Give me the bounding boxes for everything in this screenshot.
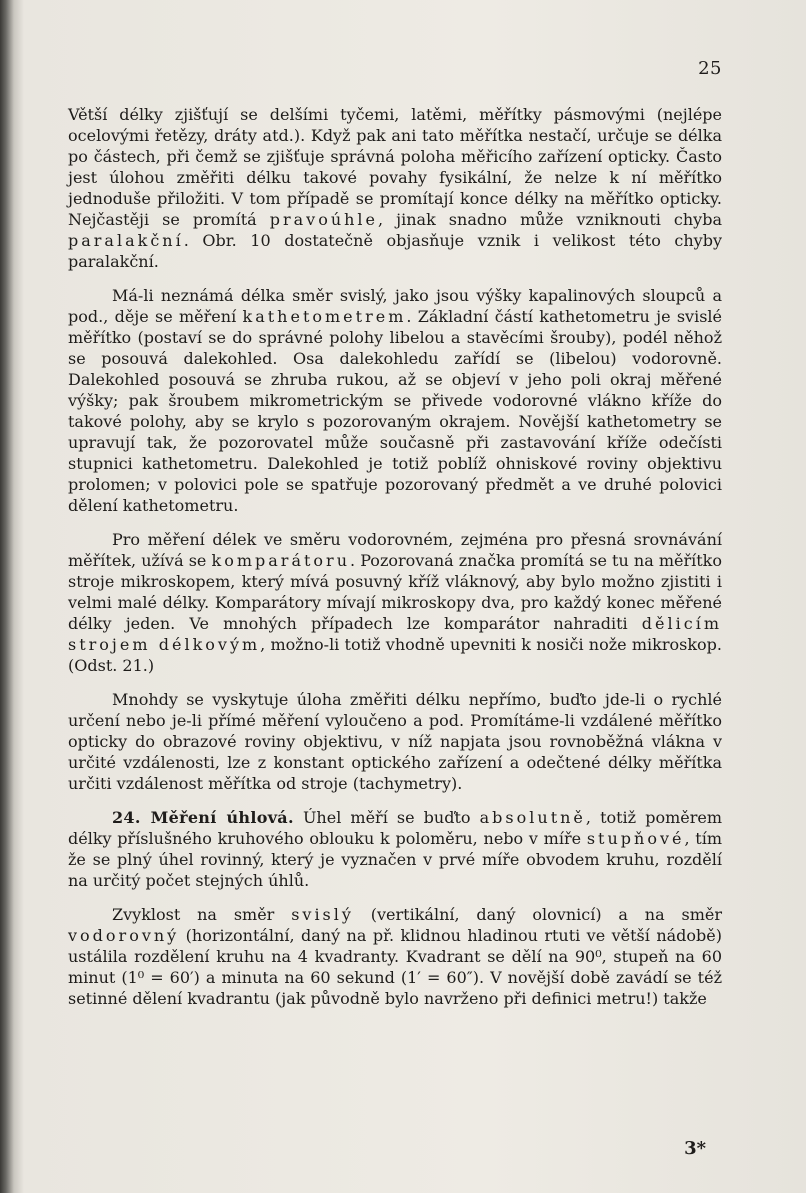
emphasis-term: paralakční — [68, 231, 184, 250]
emphasis-term: absolutně — [479, 808, 586, 827]
emphasis-term: komparátoru — [211, 551, 350, 570]
paragraph-comparator: Pro měření délek ve směru vodorovném, zejména pro přesná srovnávání měřítek, užívá se komparátoru. Pozorovaná značka promítá se tu na měřítko stroje mikroskopem, který mívá posuvný kříž vláknový, aby bylo možno zjistiti i velmi malé délky. Komparátory mívají mikroskopy dva, pro každý konec měřené délky jeden. Ve mnohých případech lze komparátor nahraditi dělicím strojem délkovým, možno-li totiž vhodně upevniti k nosiči nože mikroskop. (Odst. 21.) — [68, 530, 723, 675]
paragraph-quadrants: Zvyklost na směr svislý (vertikální, daný olovnicí) a na směr vodorovný (horizontální, daný na př. klidnou hladinou rtuti ve větší nádobě) ustálila rozdělení kruhu na 4 kvadranty. Kvadrant se dělí na 90⁰, stupeň na 60 minut (1⁰ = 60′) a minuta na 60 sekund (1′ = 60″). V novější době zavádí se též setinné dělení kvadrantu (jak původně bylo navrženo při definici metru!) takže — [68, 905, 722, 1008]
page-number: 25 — [698, 58, 722, 79]
emphasis-term: vodorovný — [68, 926, 180, 945]
emphasis-term: kathetometrem — [242, 307, 407, 326]
signature-mark: 3* — [684, 1138, 706, 1159]
paragraph-kathetometer: Má-li neznámá délka směr svislý, jako jsou výšky kapalinových sloupců a pod., děje se měření kathetometrem. Základní částí kathetometru je svislé měřítko (postaví se do správné polohy libelou a stavěcími šrouby), podél něhož se posouvá dalekohled. Osa dalekohledu zařídí se (libelou) vodorovně. Dalekohled posouvá se zhruba rukou, až se objeví v jeho poli okraj měřené výšky; pak šroubem mikrometrickým se přivede vodorovné vlákno kříže do takové polohy, aby se krylo s pozorovaným okrajem. Novější kathetometry se upravují tak, že pozorovatel může současně při zastavování kříže odečísti stupnici kathetometru. Dalekohled je totiž poblíž ohniskové roviny objektivu prolomen; v polovici pole se spatřuje pozorovaný předmět a ve druhé polovici dělení kathetometru. — [68, 286, 722, 515]
emphasis-term: dělicím strojem délkovým — [68, 614, 722, 654]
paragraph-indirect-measurement: Mnohdy se vyskytuje úloha změřiti délku nepřímo, buďto jde-li o rychlé určení nebo je-li přímé měření vyloučeno a pod. Promítáme-li vzdálené měřítko opticky do obrazové roviny objektivu, v níž napjata jsou rovnoběžná vlákna v určité vzdálenosti, lze z konstant optického zařízení a odečtené délky měřítka určiti vzdálenost měřítka od stroje (tachymetry). — [68, 690, 722, 793]
paragraph-angle-measurement: 24. Měření úhlová. Úhel měří se buďto absolutně, totiž poměrem délky příslušného kruhového oblouku k poloměru, nebo v míře stupňové, tím že se plný úhel rovinný, který je vyznačen v prvé míře obvodem kruhu, rozdělí na určitý počet stejných úhlů. — [68, 808, 723, 890]
body-text — [68, 104, 722, 1009]
section-heading: 24. Měření úhlová. — [112, 808, 294, 827]
emphasis-term: svislý — [291, 905, 354, 924]
emphasis-term: pravoúhle — [269, 210, 379, 229]
emphasis-term: stupňové — [586, 829, 685, 848]
paragraph-long-lengths: Větší délky zjišťují se delšími tyčemi, latěmi, měřítky pásmovými (nejlépe ocelovými řetězy, dráty atd.). Když pak ani tato měřítka nestačí, určuje se délka po částech, při čemž se zjišťuje správná poloha měřicího zařízení opticky. Často jest úlohou změřiti délku takové povahy fysikální, že nelze k ní měřítko jednoduše přiložiti. V tom případě se promítají konce délky na měřítko opticky. Nejčastěji se promítá pravoúhle, jinak snadno může vzniknouti chyba paralakční. Obr. 10 dostatečně objasňuje vznik i velikost této chyby paralakční. — [68, 105, 723, 271]
